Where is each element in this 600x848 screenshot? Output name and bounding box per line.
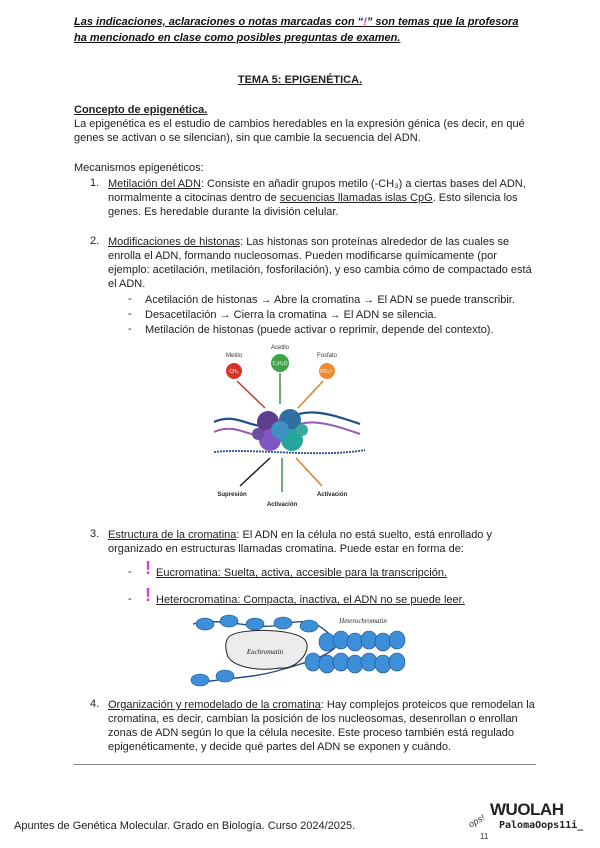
histone-core-6 — [252, 428, 264, 440]
acetilo-label: Acetilo — [270, 345, 290, 351]
item-3-body: : El ADN en la célula no está suelto, está enrollado y organizado en estructuras llamadas cromatina. Puede estar en forma de: — [108, 529, 492, 555]
item-2-sub-1: Acetilación de histonas → Abre la cromatina → El ADN se puede transcribir. — [145, 294, 515, 306]
exam-note — [74, 14, 534, 46]
nucleosome — [319, 655, 335, 673]
nucleosome — [347, 633, 363, 651]
exam-note-part1: Las indicaciones, aclaraciones o notas marcadas con “ — [74, 16, 364, 28]
fosfato-formula: PO₄³⁻ — [320, 369, 334, 375]
dash: - — [128, 593, 132, 605]
wuolah-logo: WUOLAH — [490, 800, 564, 819]
exam-note-part2: ” son temas que la profesora ha mencionado en clase como posibles preguntas de examen. — [74, 16, 519, 44]
acetilo-formula: C₂H₃O — [272, 361, 288, 367]
histone-modification-figure — [210, 340, 370, 510]
nucleosome — [220, 615, 238, 627]
item-1-text — [108, 177, 536, 219]
nucleosome — [347, 655, 363, 673]
metilo-formula: CH₃ — [229, 369, 239, 375]
nucleosome — [361, 631, 377, 649]
item-1-title: Metilación del ADN — [108, 178, 201, 190]
nucleosome — [361, 653, 377, 671]
item-1-body-b: . Esto silencia los genes. Es heredable durante la división celular. — [108, 192, 518, 218]
arrow-supresion — [240, 458, 270, 486]
nucleosome — [300, 620, 318, 632]
item-3-title: Estructura de la cromatina — [108, 529, 237, 541]
footer-divider — [74, 764, 536, 765]
heterochromatin-label: Heterochromatin — [339, 617, 387, 625]
supresion-label: Supresión — [217, 492, 247, 498]
nucleosome — [191, 674, 209, 686]
nucleosome — [333, 631, 349, 649]
item-3-text — [108, 528, 536, 556]
fosfato-label: Fosfato — [316, 353, 338, 359]
nucleosome — [375, 633, 391, 651]
item-2-title: Modificaciones de histonas — [108, 236, 241, 248]
histone-core-7 — [296, 424, 308, 436]
nucleosome — [319, 633, 335, 651]
item-1-link: secuencias llamadas islas CpG — [279, 192, 433, 204]
username: PalomaOops11i_ — [499, 820, 584, 831]
chromatin-figure — [185, 610, 410, 690]
dash: - — [128, 293, 132, 305]
item-3-number: 3. — [90, 528, 100, 540]
nucleosome — [375, 655, 391, 673]
histone-core-5 — [271, 421, 289, 439]
signature-mark: ops! — [466, 812, 487, 830]
item-2-number: 2. — [90, 235, 100, 247]
exclamation-icon: ! — [145, 585, 151, 605]
dash: - — [128, 308, 132, 320]
item-4-body: : Hay complejos proteicos que remodelan la cromatina, es decir, cambian la posición de los nucleosomas, desenrollan o enrollan zonas de ADN según lo que la célula necesite. Este proceso también está regulado epigenéticamente, y decide qué partes del ADN se exponen y cuándo. — [108, 699, 535, 753]
arrow-fosfato — [298, 381, 323, 408]
metilo-label: Metilo — [225, 353, 243, 359]
exclamation-icon: ! — [363, 16, 367, 28]
nucleosome — [389, 653, 405, 671]
activacion-right-label: Activación — [316, 492, 348, 498]
item-2-sub-2: Desacetilación → Cierra la cromatina → El ADN se silencia. — [145, 309, 437, 321]
item-4-number: 4. — [90, 698, 100, 710]
arrow-activacion-right — [296, 458, 322, 486]
item-2-text — [108, 235, 536, 291]
concept-text: La epigenética es el estudio de cambios heredables en la expresión génica (es decir, en qué genes se activan o se silencian), sin que cambie la secuencia del ADN. — [74, 118, 525, 144]
nucleosome — [246, 618, 264, 630]
item-2-body: : Las histonas son proteínas alrededor de las cuales se enrolla el ADN, formando nucleosomas. Pueden modificarse químicamente (por ejemplo: acetilación, metilación, fosforilación), y eso cambia cómo de compactado está el ADN. — [108, 236, 532, 290]
nucleosome — [216, 670, 234, 682]
dash: - — [128, 566, 132, 578]
concept-heading: Concepto de epigenética. — [74, 104, 208, 116]
item-3-sub-2: Heterocromatina: Compacta, inactiva, el ADN no se puede leer. — [156, 594, 465, 606]
item-1-number: 1. — [90, 177, 100, 189]
signature-mark-2: 11 — [480, 832, 489, 841]
page-title: TEMA 5: EPIGENÉTICA. — [237, 74, 363, 86]
mechanisms-intro: Mecanismos epigenéticos: — [74, 162, 204, 174]
item-3-sub-1: Eucromatina: Suelta, activa, accesible para la transcripción. — [156, 567, 448, 579]
item-4-text — [108, 698, 536, 754]
item-4-title: Organización y remodelado de la cromatina — [108, 699, 321, 711]
arrow-metilo — [237, 381, 265, 408]
item-1-body-a: : Consiste en añadir grupos metilo (-CH₃) a ciertas bases del ADN, normalmente a citocinas dentro de — [108, 178, 526, 204]
footer-text: Apuntes de Genética Molecular. Grado en Biología. Curso 2024/2025. — [14, 820, 356, 832]
nucleosome — [274, 617, 292, 629]
item-2-sub-3: Metilación de histonas (puede activar o reprimir, depende del contexto). — [145, 324, 494, 336]
activacion-label: Activación — [266, 502, 298, 508]
dash: - — [128, 323, 132, 335]
exclamation-icon: ! — [145, 558, 151, 578]
nucleosome — [333, 653, 349, 671]
euchromatin-label: Euchromatin — [246, 648, 284, 656]
nucleosome — [196, 618, 214, 630]
nucleosome — [389, 631, 405, 649]
nucleosome — [305, 653, 321, 671]
